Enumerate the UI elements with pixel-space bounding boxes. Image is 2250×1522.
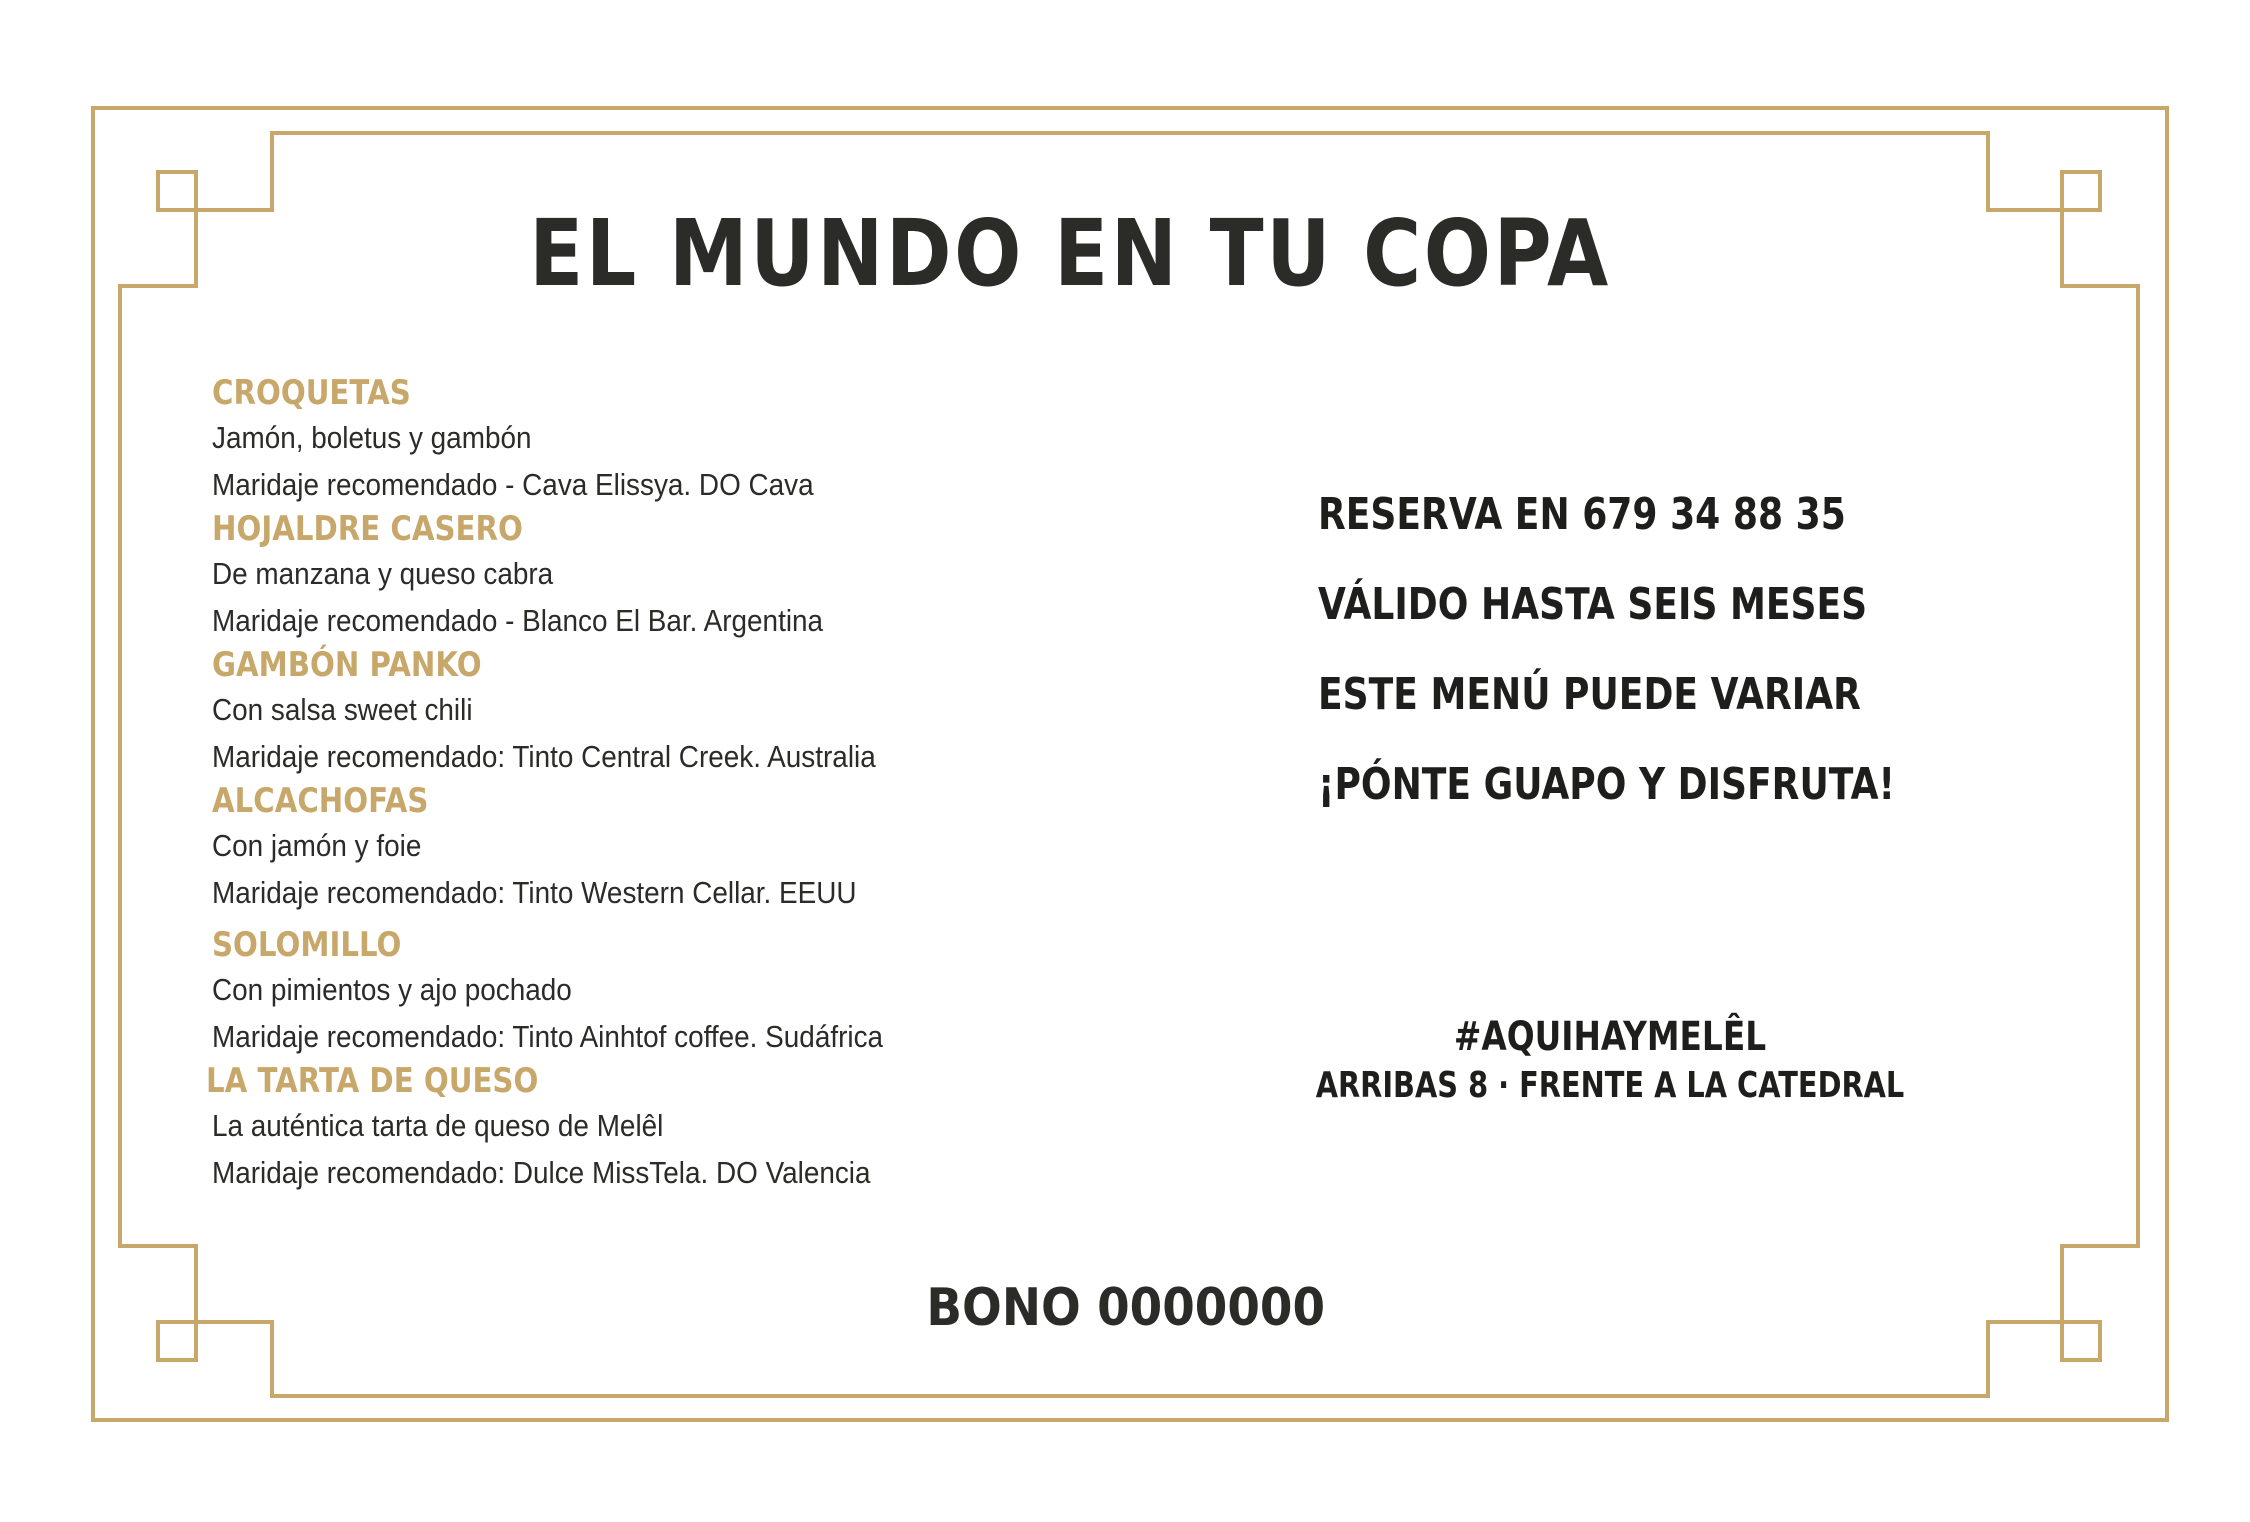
dish-pairing: Maridaje recomendado - Blanco El Bar. Argentina (212, 603, 824, 638)
dish-name: CROQUETAS (212, 373, 411, 413)
page-title: EL MUNDO EN TU COPA (529, 200, 1611, 307)
menu-item (212, 644, 1262, 780)
dish-description: Con salsa sweet chili (212, 692, 473, 727)
menu-item (212, 372, 1262, 508)
validity-note: VÁLIDO HASTA SEIS MESES (1318, 579, 1868, 630)
dish-description: De manzana y queso cabra (212, 556, 554, 591)
dish-name: SOLOMILLO (212, 925, 402, 965)
enjoy-note: ¡PÓNTE GUAPO Y DISFRUTA! (1318, 759, 1895, 810)
menu-may-vary-note: ESTE MENÚ PUEDE VARIAR (1318, 669, 1861, 720)
menu-item (206, 1060, 1262, 1196)
dish-name: GAMBÓN PANKO (212, 645, 482, 685)
menu-item (212, 780, 1262, 916)
dish-pairing: Maridaje recomendado: Dulce MissTela. DO Valencia (212, 1155, 871, 1190)
dish-pairing: Maridaje recomendado: Tinto Central Creek. Australia (212, 739, 876, 774)
hashtag: #AQUIHAYMELÊL (1453, 1014, 1767, 1060)
dish-description: Con jamón y foie (212, 828, 422, 863)
dish-pairing: Maridaje recomendado - Cava Elissya. DO Cava (212, 467, 814, 502)
menu-item (212, 924, 1262, 1060)
menu-list (206, 372, 1262, 1196)
dish-pairing: Maridaje recomendado: Tinto Ainhtof coffee. Sudáfrica (212, 1019, 884, 1054)
voucher-number: BONO 0000000 (926, 1278, 1326, 1338)
menu-item (212, 508, 1262, 644)
reservation-phone: RESERVA EN 679 34 88 35 (1318, 489, 1846, 540)
dish-description: Con pimientos y ajo pochado (212, 972, 572, 1007)
dish-name: LA TARTA DE QUESO (206, 1061, 539, 1101)
info-block (1318, 470, 2078, 830)
dish-pairing: Maridaje recomendado: Tinto Western Cellar. EEUU (212, 875, 857, 910)
dish-description: Jamón, boletus y gambón (212, 420, 532, 455)
dish-description: La auténtica tarta de queso de Melêl (212, 1108, 664, 1143)
dish-name: HOJALDRE CASERO (212, 509, 523, 549)
address: ARRIBAS 8 · FRENTE A LA CATEDRAL (1315, 1065, 1905, 1106)
dish-name: ALCACHOFAS (212, 781, 429, 821)
corner-square-top-right (2062, 172, 2100, 210)
